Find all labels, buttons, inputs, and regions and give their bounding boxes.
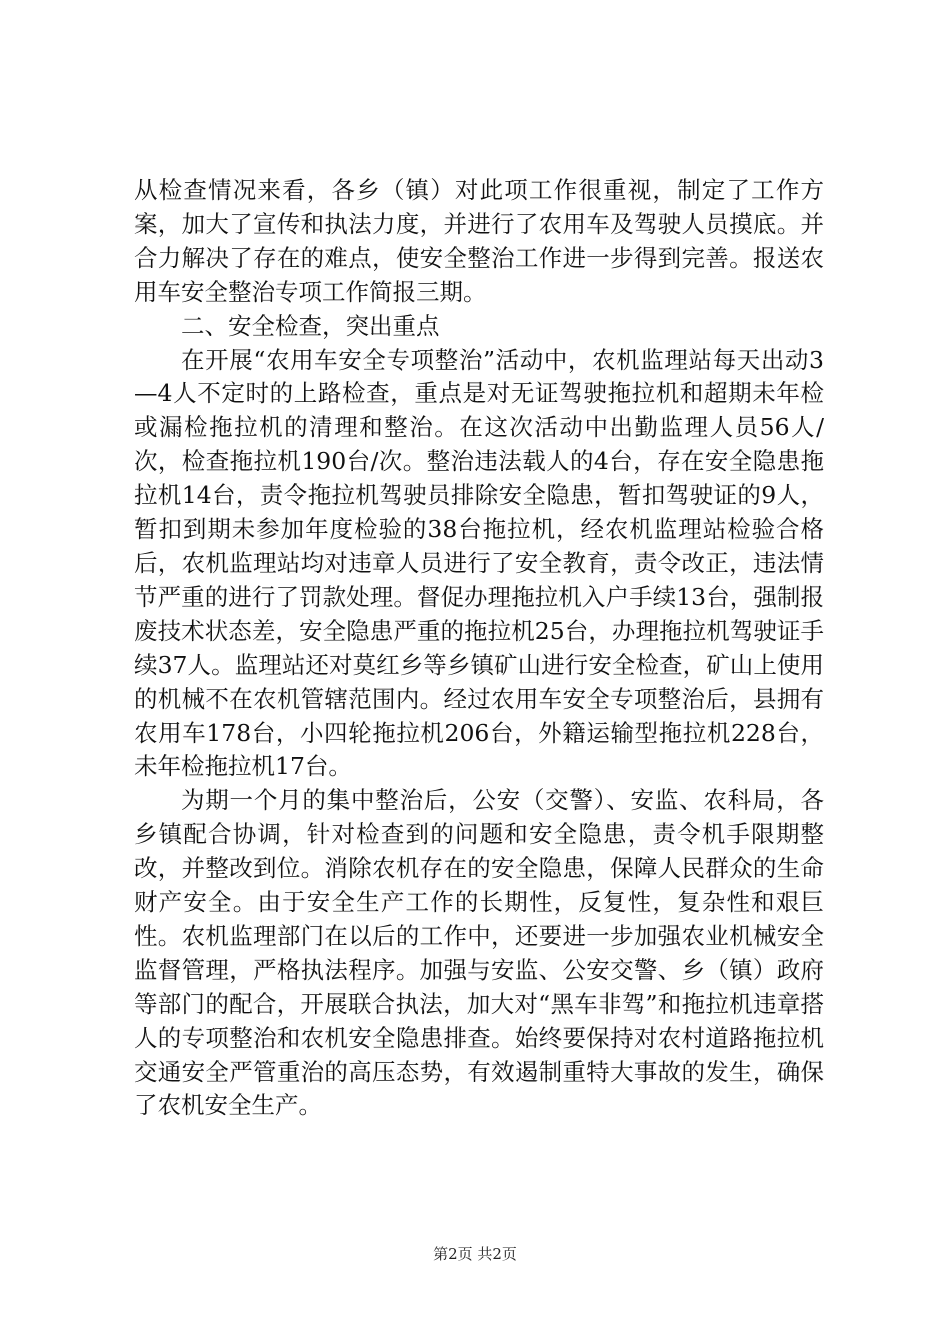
section-heading: 二、安全检查，突出重点: [181, 311, 440, 340]
document-body: [134, 174, 824, 1123]
page-number-footer: 第2页 共2页: [433, 1245, 517, 1263]
paragraph-inspection-summary: 从检查情况来看，各乡（镇）对此项工作很重视，制定了工作方案，加大了宣传和执法力度，并进行了农用车及驾驶人员摸底。并合力解决了存在的难点，使安全整治工作进一步得到完善。报送农用车安全整治专项工作简报三期。: [134, 176, 824, 306]
paragraph-special-campaign: 在开展“农用车安全专项整治”活动中，农机监理站每天出动3—4人不定时的上路检查，重点是对无证驾驶拖拉机和超期未年检或漏检拖拉机的清理和整治。在这次活动中出勤监理人员56人/次，检查拖拉机190台/次。整治违法载人的4台，存在安全隐患拖拉机14台，责令拖拉机驾驶员排除安全隐患，暂扣驾驶证的9人，暂扣到期未参加年度检验的38台拖拉机，经农机监理站检验合格后，农机监理站均对违章人员进行了安全教育，责令改正，违法情节严重的进行了罚款处理。督促办理拖拉机入户手续13台，强制报废技术状态差，安全隐患严重的拖拉机25台，办理拖拉机驾驶证手续37人。监理站还对莫红乡等乡镇矿山进行安全检查，矿山上使用的机械不在农机管辖范围内。经过农用车安全专项整治后，县拥有农用车178台，小四轮拖拉机206台，外籍运输型拖拉机228台，未年检拖拉机17台。: [134, 345, 824, 781]
paragraph-conclusion: 为期一个月的集中整治后，公安（交警）、安监、农科局，各乡镇配合协调，针对检查到的问题和安全隐患，责令机手限期整改，并整改到位。消除农机存在的安全隐患，保障人民群众的生命财产安全。由于安全生产工作的长期性，反复性，复杂性和艰巨性。农机监理部门在以后的工作中，还要进一步加强农业机械安全监督管理，严格执法程序。加强与安监、公安交警、乡（镇）政府等部门的配合，开展联合执法，加大对“黑车非驾”和拖拉机违章搭人的专项整治和农机安全隐患排查。始终要保持对农村道路拖拉机交通安全严管重治的高压态势，有效遏制重特大事故的发生，确保了农机安全生产。: [134, 786, 824, 1120]
